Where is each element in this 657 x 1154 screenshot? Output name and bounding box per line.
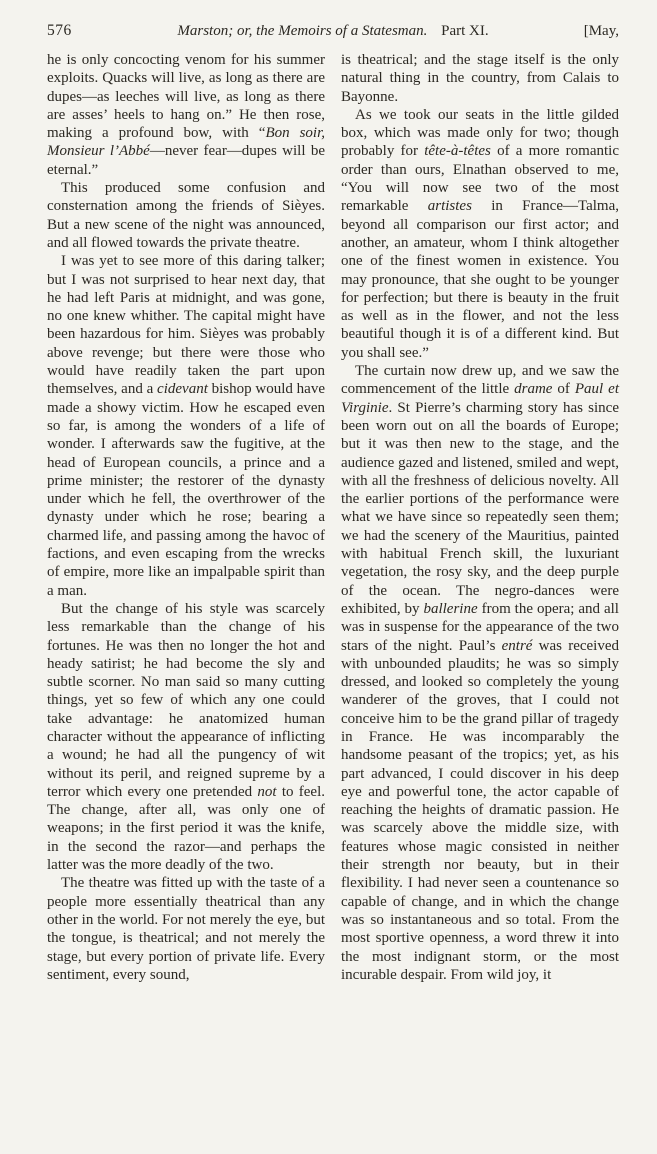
text-run: But the change of his style was scarcely less remarkable than the change of his fortunes. He was then no longer the hot and heady satirist; he had become the sly and subtle scorner. No man said so many cutting things, yet so few of which any one could take advantage: he anatomized human character without the appearance of inflicting a wound; he had all the pungency of wit without its peril, and reigned supreme by a terror which every one pretended <box>47 600 325 800</box>
running-title-text: Marston; or, the Memoirs of a Statesman. <box>177 23 428 39</box>
italic-phrase: artistes <box>427 198 472 215</box>
text-run: of <box>552 381 575 398</box>
text-run: bishop would have made a showy victim. How he escaped even so far, is among the wonders of a life of wonder. I afterwards saw the fugitive, at the head of European councils, a prince and a prime minister; the restorer of the dynasty under which he fell, the overthrower of the dynasty under which he rose; bearing a charmed life, and passing among the havoc of factions, and even escaping from the wrecks of empire, more like an impalpable spirit than a man. <box>47 381 325 599</box>
running-title <box>117 23 549 40</box>
paragraph <box>47 179 325 252</box>
left-column <box>47 51 325 984</box>
text-run: was received with unbounded plaudits; he was so simply dressed, and looked so completely the young wanderer of the groves, that I could not conceive him to be the grand pillar of tragedy in France. He was incomparably the handsome peasant of the tropics; yet, as his part advanced, I could discover in his deep eye and powerful tone, the actor capable of reaching the heights of dramatic passion. He was scarcely above the middle size, with features whose magic consisted in neither their strength nor beauty, but in their flexibility. I had never seen a countenance so capable of change, and in which the change was so instantaneous and so total. From the most sportive openness, a word threw it into the most indignant storm, or the most incurable despair. From wild joy, it <box>341 637 619 983</box>
text-run: I was yet to see more of this daring talker; but I was not surprised to hear next day, that he had left Paris at midnight, and was gone, no one knew whither. The capital might have been hazardous for him. Sièyes was probably above revenge; but there were those who would have readily taken the part upon themselves, and a <box>47 253 325 398</box>
text-run: . St Pierre’s charming story has since been worn out on all the boards of Europe; but it was then new to the stage, and the audience gazed and listened, smiled and wept, with all the freshness of delicious novelty. All the earlier portions of the performance were what we have since so repeatedly seen them; we had the scenery of the Mauritius, painted with habitual French skill, the luxuriant vegetation, the rosy sky, and the deep purple of the ocean. The negro-dances were exhibited, by <box>341 399 619 617</box>
italic-phrase: ballerine <box>423 600 478 617</box>
text-run: —never fear—dupes will be eternal.” <box>47 143 326 178</box>
paragraph <box>341 106 619 362</box>
text-run: As we took our seats in the little gilded box, which was made only for two; though probably for <box>341 106 619 160</box>
text-run: The curtain now drew up, and we saw the commencement of the little <box>341 363 619 398</box>
page-header <box>47 22 619 40</box>
italic-phrase: not <box>257 783 277 800</box>
paragraph <box>47 600 325 874</box>
italic-phrase: Bon soir, Monsieur l’Abbé <box>47 125 326 160</box>
italic-phrase: cidevant <box>157 381 208 398</box>
issue-label: [May, <box>583 23 619 39</box>
paragraph <box>341 362 619 984</box>
italic-phrase: entré <box>501 637 533 654</box>
text-columns <box>47 51 619 984</box>
text-run: is theatrical; and the stage itself is the only natural thing in the country, from Calais to Bayonne. <box>341 52 619 105</box>
text-run: from the opera; and all was in suspense for the appearance of the two stars of the night. Paul’s <box>341 600 619 654</box>
paragraph <box>341 51 619 106</box>
italic-phrase: Paul et Virginie <box>341 381 619 416</box>
paragraph <box>47 51 325 179</box>
italic-phrase: drame <box>514 381 553 398</box>
text-run: The theatre was fitted up with the taste of a people more essentially theatrical than any other in the world. For not merely the eye, but the tongue, is theatrical; and not merely the stage, but every portion of private life. Every sentiment, every sound, <box>47 875 325 983</box>
text-run: in France—Talma, beyond all comparison our first actor; and another, an amateur, whom I think altogether one of the finest women in existence. You may pronounce, that she ought to be younger for perfection; but there is beauty in the fruit as well as in the flower, and not the less beautiful though it is of a different kind. But you shall see.” <box>341 198 619 361</box>
italic-phrase: tête-à-têtes <box>424 143 491 160</box>
text-run: to feel. The change, after all, was only one of weapons; in the first period it was the knife, in the second the razor—and perhaps the latter was the more deadly of the two. <box>47 783 325 874</box>
text-run: of a more romantic order than ours, Elnathan observed to me, “You will now see two of the most remarkable <box>341 143 619 215</box>
text-run: This produced some confusion and consternation among the friends of Sièyes. But a new scene of the night was announced, and all flowed towards the private theatre. <box>47 180 325 251</box>
part-label: Part XI. <box>441 23 489 39</box>
right-column <box>341 51 619 984</box>
paragraph <box>47 252 325 600</box>
page-number: 576 <box>47 22 72 39</box>
paragraph <box>47 874 325 984</box>
text-run: he is only concocting venom for his summer exploits. Quacks will live, as long as there are dupes—as leeches will live, as long as there are asses’ heels to hang on.” He then rose, making a profound bow, with “ <box>47 52 325 142</box>
